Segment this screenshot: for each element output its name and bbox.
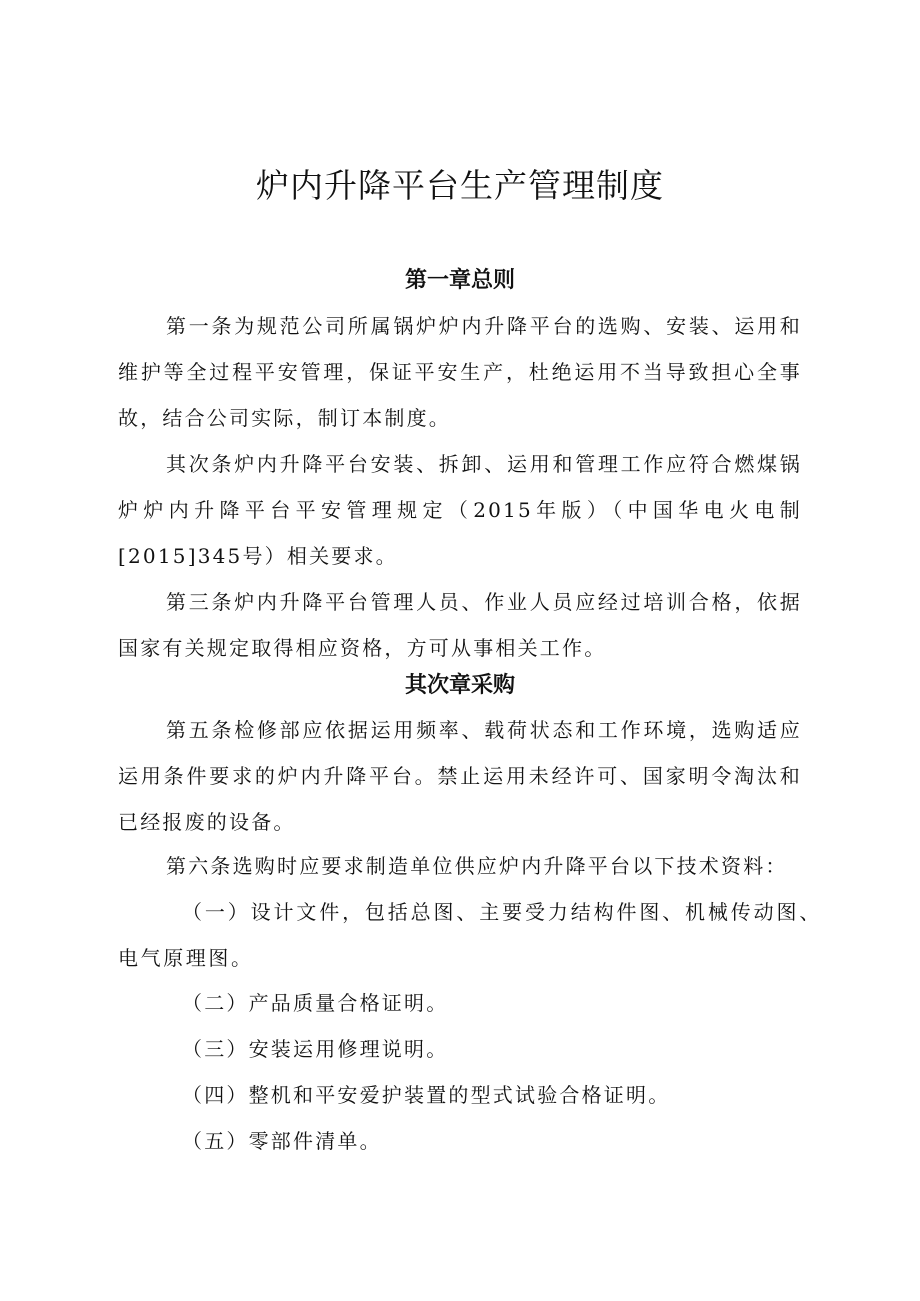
list-item: （五）零部件清单。	[182, 1129, 382, 1153]
chapter-heading-general: 第一章总则	[404, 268, 515, 293]
list-item: （二）产品质量合格证明。	[182, 991, 449, 1015]
chapter-heading-procurement: 其次章采购	[404, 673, 515, 698]
list-item: （四）整机和平安爱护装置的型式试验合格证明。	[182, 1083, 671, 1107]
article-2-paragraph: 其次条炉内升降平台安装、拆卸、运用和管理工作应符合燃煤锅炉炉内升降平台平安管理规定（2015年版）（中国华电火电制[2015]345号）相关要求。	[118, 452, 802, 568]
article-5-paragraph: 第五条检修部应依据运用频率、载荷状态和工作环境，选购适应运用条件要求的炉内升降平台。禁止运用未经许可、国家明令淘汰和已经报废的设备。	[118, 718, 802, 834]
document-title: 炉内升降平台生产管理制度	[256, 166, 664, 205]
list-item: （一）设计文件，包括总图、主要受力结构件图、机械传动图、电气原理图。	[118, 900, 822, 970]
article-6-paragraph: 第六条选购时应要求制造单位供应炉内升降平台以下技术资料：	[166, 854, 788, 878]
list-item: （三）安装运用修理说明。	[182, 1037, 449, 1061]
article-3-paragraph: 第三条炉内升降平台管理人员、作业人员应经过培训合格，依据国家有关规定取得相应资格，方可从事相关工作。	[118, 590, 802, 660]
article-1-paragraph: 第一条为规范公司所属锅炉炉内升降平台的选购、安装、运用和维护等全过程平安管理，保证平安生产，杜绝运用不当导致担心全事故，结合公司实际，制订本制度。	[118, 314, 802, 430]
